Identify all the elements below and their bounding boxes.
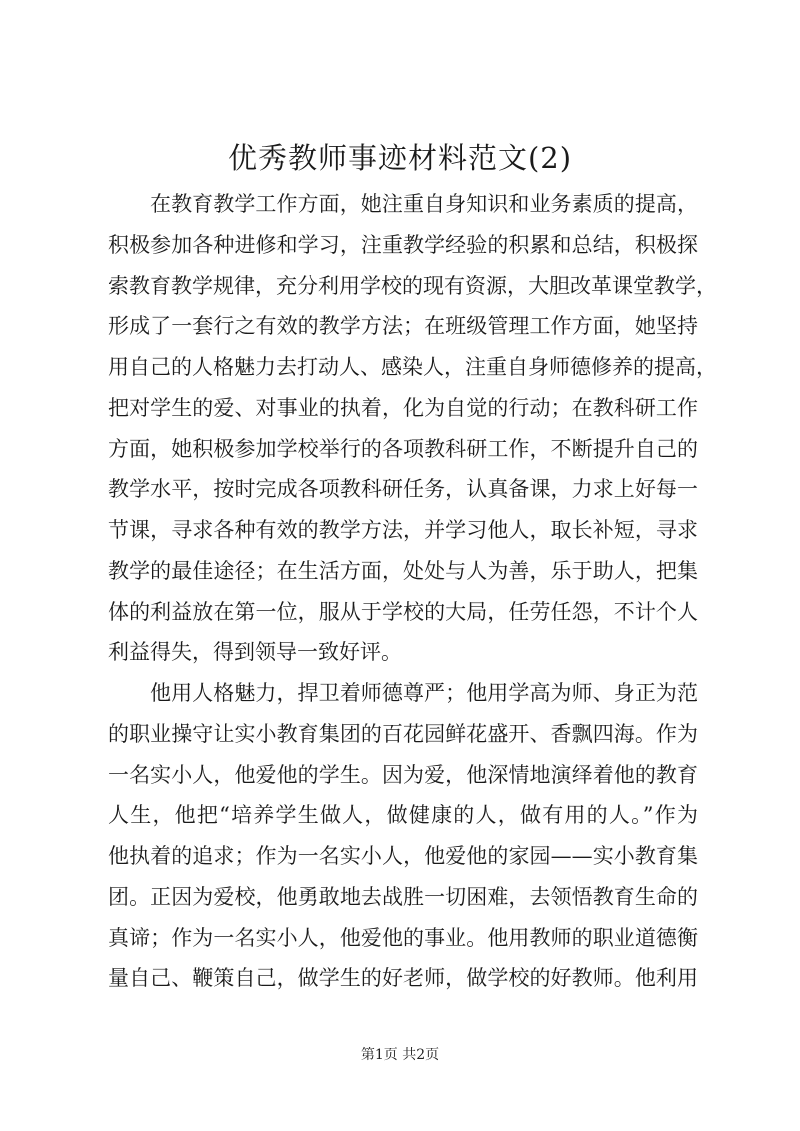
- text-line: 在教育教学工作方面，她注重自身知识和业务素质的提高，: [150, 192, 698, 216]
- text-line: 利益得失，得到领导一致好评。: [108, 640, 402, 665]
- document-body: [108, 184, 717, 999]
- page-number-footer: 第1页 共2页: [360, 1047, 440, 1063]
- text-line: 教学的最佳途径；在生活方面，处处与人为善，乐于助人，把集: [108, 558, 698, 583]
- text-line: 一名实小人，他爱他的学生。因为爱，他深情地演绎着他的教育: [108, 762, 698, 787]
- text-line: 人生，他把“培养学生做人，做健康的人，做有用的人。”作为: [108, 803, 698, 828]
- text-line: 节课，寻求各种有效的教学方法，并学习他人，取长补短，寻求: [108, 518, 698, 542]
- text-line: 真谛；作为一名实小人，他爱他的事业。他用教师的职业道德衡: [108, 925, 698, 950]
- text-line: 他用人格魅力，捍卫着师德尊严；他用学高为师、身正为范: [150, 681, 698, 705]
- text-line: 用自己的人格魅力去打动人、感染人，注重自身师德修养的提高，: [108, 355, 717, 379]
- text-line: 形成了一套行之有效的教学方法；在班级管理工作方面，她坚持: [108, 314, 698, 339]
- text-line: 他执着的追求；作为一名实小人，他爱他的家园——实小教育集: [108, 844, 698, 868]
- text-line: 的职业操守让实小教育集团的百花园鲜花盛开、香飘四海。作为: [108, 721, 698, 746]
- document-title: 优秀教师事迹材料范文(2): [227, 141, 573, 175]
- text-line: 方面，她积极参加学校举行的各项教科研工作，不断提升自己的: [108, 436, 698, 461]
- text-line: 团。正因为爱校，他勇敢地去战胜一切困难，去领悟教育生命的: [108, 884, 698, 909]
- paragraph-1: [108, 184, 717, 673]
- text-line: 体的利益放在第一位，服从于学校的大局，任劳任怨，不计个人: [108, 599, 698, 624]
- text-line: 积极参加各种进修和学习，注重教学经验的积累和总结，积极探: [108, 232, 698, 257]
- text-line: 教学水平，按时完成各项教科研任务，认真备课，力求上好每一: [108, 477, 698, 502]
- text-line: 量自己、鞭策自己，做学生的好老师，做学校的好教师。他利用: [108, 966, 698, 991]
- text-line: 把对学生的爱、对事业的执着，化为自觉的行动；在教科研工作: [108, 395, 698, 420]
- paragraph-2: [108, 673, 698, 999]
- text-line: 索教育教学规律，充分利用学校的现有资源，大胆改革课堂教学，: [108, 273, 717, 298]
